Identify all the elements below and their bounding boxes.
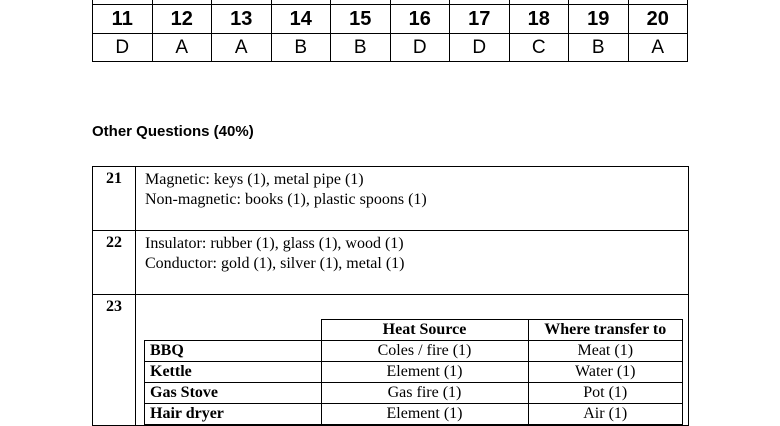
- other-questions-table: [92, 166, 689, 426]
- question-number: 11: [93, 5, 153, 34]
- question-number: 19: [569, 5, 629, 34]
- heat-table-row: [145, 404, 683, 425]
- answer-letter: B: [569, 34, 629, 62]
- answer-letter: A: [628, 34, 688, 62]
- answer-letter: B: [331, 34, 391, 62]
- transfer-to: Water (1): [528, 362, 683, 383]
- question-number: 15: [331, 5, 391, 34]
- question-answer: [136, 295, 689, 426]
- heat-source: Coles / fire (1): [321, 341, 528, 362]
- multiple-choice-answer-grid: [92, 0, 688, 62]
- answer-letter: A: [152, 34, 212, 62]
- header-heat-source: Heat Source: [321, 320, 528, 341]
- heat-table-row: [145, 383, 683, 404]
- question-number: 23: [93, 295, 136, 426]
- answer-letter-row: [93, 34, 688, 62]
- question-number: 18: [509, 5, 569, 34]
- question-number: 14: [271, 5, 331, 34]
- appliance-name: Hair dryer: [145, 404, 322, 425]
- answer-letter: D: [450, 34, 510, 62]
- question-number: 17: [450, 5, 510, 34]
- question-answer: [136, 231, 689, 295]
- heat-source: Element (1): [321, 404, 528, 425]
- question-number: 12: [152, 5, 212, 34]
- appliance-name: BBQ: [145, 341, 322, 362]
- heat-table-row: [145, 362, 683, 383]
- answer-letter: B: [271, 34, 331, 62]
- heat-transfer-table: [144, 319, 683, 425]
- answer-letter: A: [212, 34, 272, 62]
- answer-letter: D: [93, 34, 153, 62]
- question-number: 21: [93, 167, 136, 231]
- header-transfer-to: Where transfer to: [528, 320, 683, 341]
- transfer-to: Air (1): [528, 404, 683, 425]
- question-row: [93, 231, 689, 295]
- answer-letter: D: [390, 34, 450, 62]
- answer-letter: C: [509, 34, 569, 62]
- question-row: [93, 167, 689, 231]
- question-number: 16: [390, 5, 450, 34]
- heat-table-header-row: [145, 320, 683, 341]
- question-number: 20: [628, 5, 688, 34]
- transfer-to: Meat (1): [528, 341, 683, 362]
- appliance-name: Kettle: [145, 362, 322, 383]
- heat-source: Element (1): [321, 362, 528, 383]
- transfer-to: Pot (1): [528, 383, 683, 404]
- answer-line: Non-magnetic: books (1), plastic spoons (1): [145, 191, 427, 208]
- header-blank-cell: [145, 320, 322, 341]
- question-answer: [136, 167, 689, 231]
- appliance-name: Gas Stove: [145, 383, 322, 404]
- heat-table-row: [145, 341, 683, 362]
- section-heading: Other Questions (40%): [92, 123, 254, 140]
- heat-source: Gas fire (1): [321, 383, 528, 404]
- answer-line: Insulator: rubber (1), glass (1), wood (1): [145, 235, 404, 252]
- answer-line: Conductor: gold (1), silver (1), metal (1): [145, 255, 405, 272]
- question-row: [93, 295, 689, 426]
- answer-line: Magnetic: keys (1), metal pipe (1): [145, 171, 364, 188]
- question-number-row: [93, 5, 688, 34]
- question-number: 13: [212, 5, 272, 34]
- question-number: 22: [93, 231, 136, 295]
